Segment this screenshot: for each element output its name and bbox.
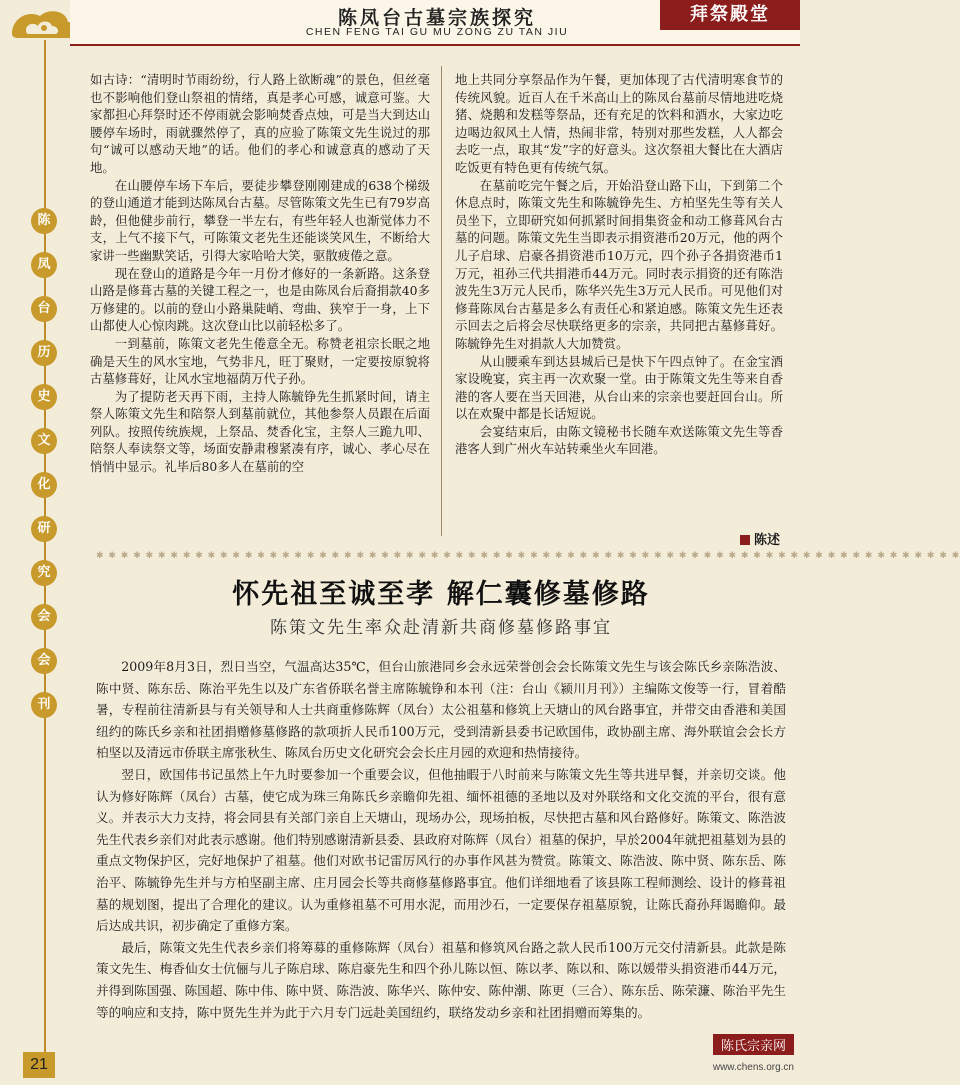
magazine-title: 陈凤台古墓宗族探究 xyxy=(337,7,536,29)
paragraph: 地上共同分享祭品作为午餐，更加体现了古代清明寒食节的传统风貌。近百人在千米高山上的陈凤台墓前尽情地进吃烧猪、烧鹅和发糕等祭品，还有充足的饮料和酒水，大家边吃边喝边叙风土人情，热闹非常，特别对那些发糕，人人都会去吃一点，取其“发”字的好意头。这次祭祖大餐比在大酒店吃饭更有特色更有传统气氛。 xyxy=(455,72,783,175)
side-char: 史 xyxy=(31,384,57,410)
paragraph: 会宴结束后，由陈文镜秘书长随车欢送陈策文先生等香港客人到广州火车站转乘坐火车回港。 xyxy=(455,423,783,457)
section-tag: 拜祭殿堂 xyxy=(660,0,800,30)
header-rule xyxy=(70,44,800,46)
paragraph: 一到墓前，陈策文老先生倦意全无。称赞老祖宗长眠之地确是天生的风水宝地，气势非凡，旺丁聚财，一定要按原貌将古墓修葺好，让风水宝地福荫万代子孙。 xyxy=(90,335,430,387)
side-char: 凤 xyxy=(31,252,57,278)
side-char: 研 xyxy=(31,516,57,542)
dotted-divider: ✱ ✱ ✱ ✱ ✱ ✱ ✱ ✱ ✱ ✱ ✱ ✱ ✱ ✱ ✱ ✱ ✱ ✱ ✱ ✱ ✱ ✱ ✱ ✱ ✱ ✱ ✱ ✱ ✱ ✱ ✱ ✱ ✱ ✱ ✱ ✱ ✱ ✱ ✱ ✱ ✱ ✱ ✱ ✱ ✱ ✱ ✱ ✱ ✱ ✱ ✱ ✱ ✱ ✱ ✱ ✱ ✱ ✱ ✱ ✱ ✱ ✱ ✱ ✱ ✱ ✱ ✱ ✱ ✱ ✱ xyxy=(96,551,960,561)
paragraph: 在山腰停车场下车后，要徒步攀登刚刚建成的638个梯级的登山通道才能到达陈凤台古墓。尽管陈策文先生已有79岁高龄，但他健步前行，攀登一半左右，有些年轻人也渐觉体力不支，上气不接下气，可陈策文老先生还能谈笑风生，不断给大家讲一些幽默笑话，引得大家哈哈大笑，驱散疲倦之意。 xyxy=(90,177,430,263)
article1-left-column xyxy=(90,71,430,476)
article2-subtitle: 陈策文先生率众赴清新共商修墓修路事宜 xyxy=(270,618,612,638)
watermark-url: www.chens.org.cn xyxy=(712,1062,794,1073)
side-char: 究 xyxy=(31,560,57,586)
paragraph: 为了提防老天再下雨，主持人陈毓铮先生抓紧时间，请主祭人陈策文先生和陪祭人到墓前就位，其他参祭人员跟在后面列队。按照传统族规，上祭品、焚香化宝，主祭人三跪九叩、陪祭人奉读祭文等，场面安静肃穆紧凑有序，诚心、孝心尽在悄悄中显示。礼毕后80多人在墓前的空 xyxy=(90,388,430,475)
side-char: 刊 xyxy=(31,692,57,718)
paragraph: 翌日，欧国伟书记虽然上午九时要参加一个重要会议，但他抽暇于八时前来与陈策文先生等共进早餐，并亲切交谈。他认为修好陈辉（凤台）古墓，使它成为珠三角陈氏乡亲瞻仰先祖、缅怀祖德的圣地以及对外联络和文化交流的平台，很有意义。并表示大力支持，将会同县有关部门亲自上天塘山，现场办公，现场拍板，尽快把古墓和风台路修好。陈策文、陈浩波先生代表乡亲们对此表示感谢。他们特别感谢清新县委、县政府对陈辉（凤台）祖墓的保护，早於2004年就把祖墓划为县的重点文物保护区，完好地保护了祖墓。他们对欧书记雷厉风行的办事作风甚为赞赏。陈策文、陈浩波、陈中贤、陈东岳、陈治平、陈毓铮先生并与方柏坚副主席、庄月园会长等共商修墓修路事宜。他们详细地看了该县陈工程师测绘、设计的修葺祖墓的规划图，提出了合理化的建议。认为重修祖墓不可用水泥，而用沙石，一定要保存祖墓原貌，让陈氏裔孙拜谒瞻仰。最后达成共识，初步确定了重修方案。 xyxy=(96,766,786,934)
paragraph: 从山腰乘车到达县城后已是快下午四点钟了。在金宝酒家设晚宴，宾主再一次欢聚一堂。由于陈策文先生等来自香港的客人要在当天回港，从台山来的宗亲也要赶回台山。所以在欢聚中都是长话短说。 xyxy=(455,353,783,422)
side-char: 台 xyxy=(31,296,57,322)
page-header xyxy=(0,0,800,46)
article2-title: 怀先祖至诚至孝 解仁囊修墓修路 xyxy=(232,579,650,610)
paragraph: 2009年8月3日，烈日当空，气温高达35℃，但台山旅港同乡会永远荣誉创会会长陈策文先生与该会陈氏乡亲陈浩波、陈中贤、陈东岳、陈治平先生以及广东省侨联名誉主席陈毓铮和本刊（注：台山《颍川月刊》）主编陈文俊等一行，冒着酷暑，专程前往清新县与有关领导和人士共商重修陈辉（凤台）太公祖墓和修筑上天塘山的风台路事宜，并带交由香港和美国纽约的陈氏乡亲和社团捐赠修墓修路的款项折人民币100万元，受到清新县委书记欧国伟，政协副主席、海外联谊会会长方柏坚以及清远市侨联主席张秋生、陈凤台历史文化研究会会长庄月园的欢迎和热情接待。 xyxy=(96,659,786,761)
paragraph: 在墓前吃完午餐之后，开始沿登山路下山，下到第二个休息点时，陈策文先生和陈毓铮先生、方柏坚先生等有关人员坐下，立即研究如何抓紧时间捐集资金和动工修葺风台古墓的问题。陈策文先生当即表示捐资港币20万元，他的两个儿子启球、启豪各捐资港币10万元，四个孙子各捐资港币1万元，祖孙三代共捐港币44万元。同时表示捐资的还有陈浩波先生3万元人民币，陈华兴先生3万元人民币。可见他们对修葺陈凤台古墓是多么有责任心和紧迫感。陈策文先生还表示回去之后将会尽快联络更多的宗亲，共同把古墓修葺好。陈毓铮先生对捐款人大加赞赏。 xyxy=(455,177,783,351)
page-number: 21 xyxy=(23,1052,55,1078)
column-divider xyxy=(441,66,442,536)
side-vertical-title xyxy=(31,208,59,736)
paragraph: 现在登山的道路是今年一月份才修好的一条新路。这条登山路是修葺古墓的关键工程之一，也是由陈凤台后裔捐款40多万修建的。以前的登山小路巢陡峭、弯曲、狭窄于一身，上下山都使人心惊肉跳。这次登山比以前轻松多了。 xyxy=(90,265,430,334)
side-char: 会 xyxy=(31,604,57,630)
article2-body xyxy=(96,656,786,1023)
paragraph: 最后，陈策文先生代表乡亲们将筹募的重修陈辉（凤台）祖墓和修筑风台路之款人民币100万元交付清新县。此款是陈策文先生、梅香仙女士伉俪与儿子陈启球、陈启豪先生和四个孙儿陈以恒、陈以孝、陈以和、陈以媛带头捐资港币44万元，并得到陈国强、陈国超、陈中伟、陈中贤、陈浩波、陈华兴、陈仲安、陈仲潮、陈更（三合）、陈东岳、陈荣濂、陈治平先生等的响应和支持，陈中贤先生并为此于六月专门远赴美国纽约，联络发动乡亲和社团捐赠而筹集的。 xyxy=(96,939,786,1020)
side-char: 陈 xyxy=(31,208,57,234)
side-char: 历 xyxy=(31,340,57,366)
author-name: 陈述 xyxy=(753,533,780,548)
author-marker xyxy=(740,535,750,545)
magazine-title-pinyin: CHEN FENG TAI GU MU ZONG ZU TAN JIU xyxy=(305,26,569,38)
article1-author xyxy=(740,529,780,548)
watermark-label: 陈氏宗亲网 xyxy=(713,1034,794,1055)
paragraph: 如古诗：“清明时节雨纷纷，行人路上欲断魂”的景色，但丝毫也不影响他们登山祭祖的情绪，真是孝心可感，诚意可鉴。大家都担心拜祭时还不停雨就会影响焚香点烛，可是当大到达山腰停车场时，雨就骤然停了，真的应验了陈策文先生说过的那句“诚可以感动天地”的话。他们的孝心和诚意真的感动了天地。 xyxy=(90,72,430,175)
side-char: 会 xyxy=(31,648,57,674)
side-char: 化 xyxy=(31,472,57,498)
side-char: 文 xyxy=(31,428,57,454)
article1-right-column xyxy=(455,71,783,458)
